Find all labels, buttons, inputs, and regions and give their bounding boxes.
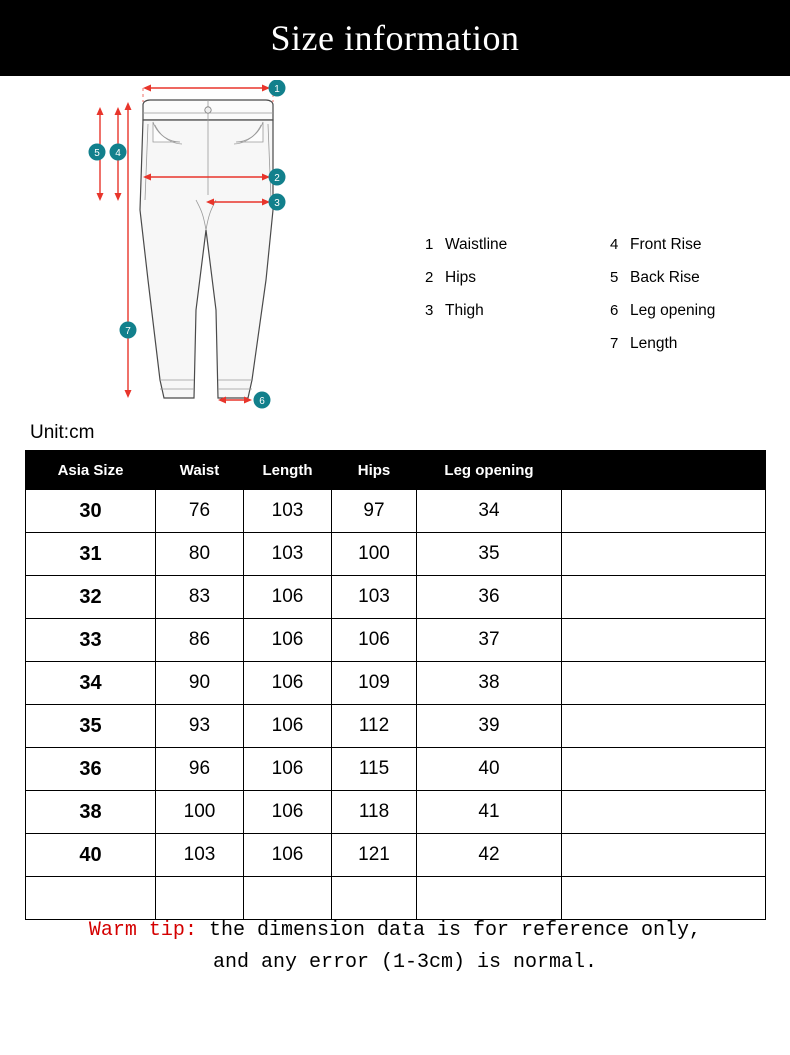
cell-size xyxy=(26,877,156,920)
legend-number: 2 xyxy=(425,269,434,286)
table-row xyxy=(26,576,766,619)
svg-text:3: 3 xyxy=(274,198,280,209)
cell-size: 38 xyxy=(26,791,156,834)
table-row xyxy=(26,662,766,705)
legend-item xyxy=(610,236,775,269)
cell-blank xyxy=(562,576,766,619)
cell-hips: 103 xyxy=(332,576,417,619)
cell-leg-opening: 40 xyxy=(417,748,562,791)
cell-size: 35 xyxy=(26,705,156,748)
table-row xyxy=(26,791,766,834)
table-header-cell-size: Asia Size xyxy=(26,451,156,490)
cell-leg-opening: 42 xyxy=(417,834,562,877)
cell-hips: 112 xyxy=(332,705,417,748)
warm-tip-line2: and any error (1-3cm) is normal. xyxy=(212,951,598,974)
cell-hips: 115 xyxy=(332,748,417,791)
unit-label: Unit:cm xyxy=(30,422,95,443)
cell-size: 33 xyxy=(26,619,156,662)
cell-leg-opening: 39 xyxy=(417,705,562,748)
table-row xyxy=(26,619,766,662)
table-header-cell-waist: Waist xyxy=(156,451,244,490)
cell-size: 36 xyxy=(26,748,156,791)
table-row xyxy=(26,533,766,576)
cell-hips: 100 xyxy=(332,533,417,576)
svg-text:4: 4 xyxy=(115,148,121,159)
cell-waist xyxy=(156,877,244,920)
table-header-cell-hips: Hips xyxy=(332,451,417,490)
cell-length: 106 xyxy=(244,662,332,705)
table-row xyxy=(26,748,766,791)
cell-length xyxy=(244,877,332,920)
table-header-cell-leg-opening: Leg opening xyxy=(417,451,562,490)
legend-label: Thigh xyxy=(445,302,484,319)
cell-leg-opening: 36 xyxy=(417,576,562,619)
legend-column-left xyxy=(425,236,610,368)
page-header xyxy=(0,0,790,76)
warm-tip-line1: the dimension data is for reference only, xyxy=(208,919,702,942)
cell-length: 106 xyxy=(244,791,332,834)
cell-length: 106 xyxy=(244,576,332,619)
cell-blank xyxy=(562,533,766,576)
table-body xyxy=(26,490,766,920)
cell-waist: 80 xyxy=(156,533,244,576)
jeans-diagram-svg xyxy=(40,80,360,420)
cell-waist: 90 xyxy=(156,662,244,705)
legend-item xyxy=(610,335,775,368)
cell-waist: 83 xyxy=(156,576,244,619)
cell-hips: 121 xyxy=(332,834,417,877)
legend-label: Hips xyxy=(445,269,477,286)
cell-blank xyxy=(562,834,766,877)
table-row xyxy=(26,834,766,877)
legend-number: 6 xyxy=(610,302,619,319)
cell-length: 103 xyxy=(244,533,332,576)
legend-number: 3 xyxy=(425,302,434,319)
cell-waist: 103 xyxy=(156,834,244,877)
cell-blank xyxy=(562,791,766,834)
legend-column-right xyxy=(610,236,775,368)
cell-hips: 106 xyxy=(332,619,417,662)
cell-size: 30 xyxy=(26,490,156,533)
size-table xyxy=(25,450,766,920)
cell-waist: 93 xyxy=(156,705,244,748)
cell-length: 106 xyxy=(244,619,332,662)
legend-label: Leg opening xyxy=(630,302,716,319)
cell-length: 106 xyxy=(244,705,332,748)
cell-leg-opening: 38 xyxy=(417,662,562,705)
legend-label: Waistline xyxy=(445,236,508,253)
svg-text:6: 6 xyxy=(259,396,265,407)
cell-leg-opening xyxy=(417,877,562,920)
cell-hips: 109 xyxy=(332,662,417,705)
cell-blank xyxy=(562,748,766,791)
svg-text:5: 5 xyxy=(94,148,100,159)
legend-number: 4 xyxy=(610,236,619,253)
cell-blank xyxy=(562,705,766,748)
cell-waist: 76 xyxy=(156,490,244,533)
table-row xyxy=(26,490,766,533)
cell-size: 31 xyxy=(26,533,156,576)
cell-blank xyxy=(562,619,766,662)
svg-text:1: 1 xyxy=(274,84,280,95)
svg-text:2: 2 xyxy=(274,173,280,184)
cell-size: 32 xyxy=(26,576,156,619)
warm-tip-label: Warm tip: xyxy=(88,919,197,942)
legend-label: Back Rise xyxy=(630,269,700,286)
table-row xyxy=(26,877,766,920)
warm-tip xyxy=(0,915,790,979)
table-header-cell-length: Length xyxy=(244,451,332,490)
legend-label: Front Rise xyxy=(630,236,702,253)
cell-size: 34 xyxy=(26,662,156,705)
table-header-row xyxy=(26,451,766,490)
legend-item xyxy=(425,269,610,302)
legend-item xyxy=(425,302,610,335)
table-header xyxy=(26,451,766,490)
legend-item xyxy=(425,236,610,269)
cell-leg-opening: 34 xyxy=(417,490,562,533)
page-title: Size information xyxy=(270,18,520,58)
legend-item xyxy=(610,302,775,335)
cell-blank xyxy=(562,662,766,705)
cell-leg-opening: 35 xyxy=(417,533,562,576)
cell-blank xyxy=(562,877,766,920)
cell-length: 106 xyxy=(244,748,332,791)
legend-number: 5 xyxy=(610,269,619,286)
cell-length: 106 xyxy=(244,834,332,877)
cell-waist: 86 xyxy=(156,619,244,662)
legend-number: 1 xyxy=(425,236,434,253)
legend-item xyxy=(610,269,775,302)
legend-label: Length xyxy=(630,335,678,352)
measurement-diagram xyxy=(0,76,790,426)
table-row xyxy=(26,705,766,748)
cell-waist: 100 xyxy=(156,791,244,834)
cell-hips xyxy=(332,877,417,920)
cell-size: 40 xyxy=(26,834,156,877)
cell-blank xyxy=(562,490,766,533)
cell-waist: 96 xyxy=(156,748,244,791)
legend-number: 7 xyxy=(610,335,619,352)
cell-hips: 118 xyxy=(332,791,417,834)
cell-hips: 97 xyxy=(332,490,417,533)
cell-length: 103 xyxy=(244,490,332,533)
cell-leg-opening: 37 xyxy=(417,619,562,662)
diagram-legend xyxy=(425,236,775,368)
table-header-cell-blank xyxy=(562,451,766,490)
cell-leg-opening: 41 xyxy=(417,791,562,834)
svg-text:7: 7 xyxy=(125,326,131,337)
